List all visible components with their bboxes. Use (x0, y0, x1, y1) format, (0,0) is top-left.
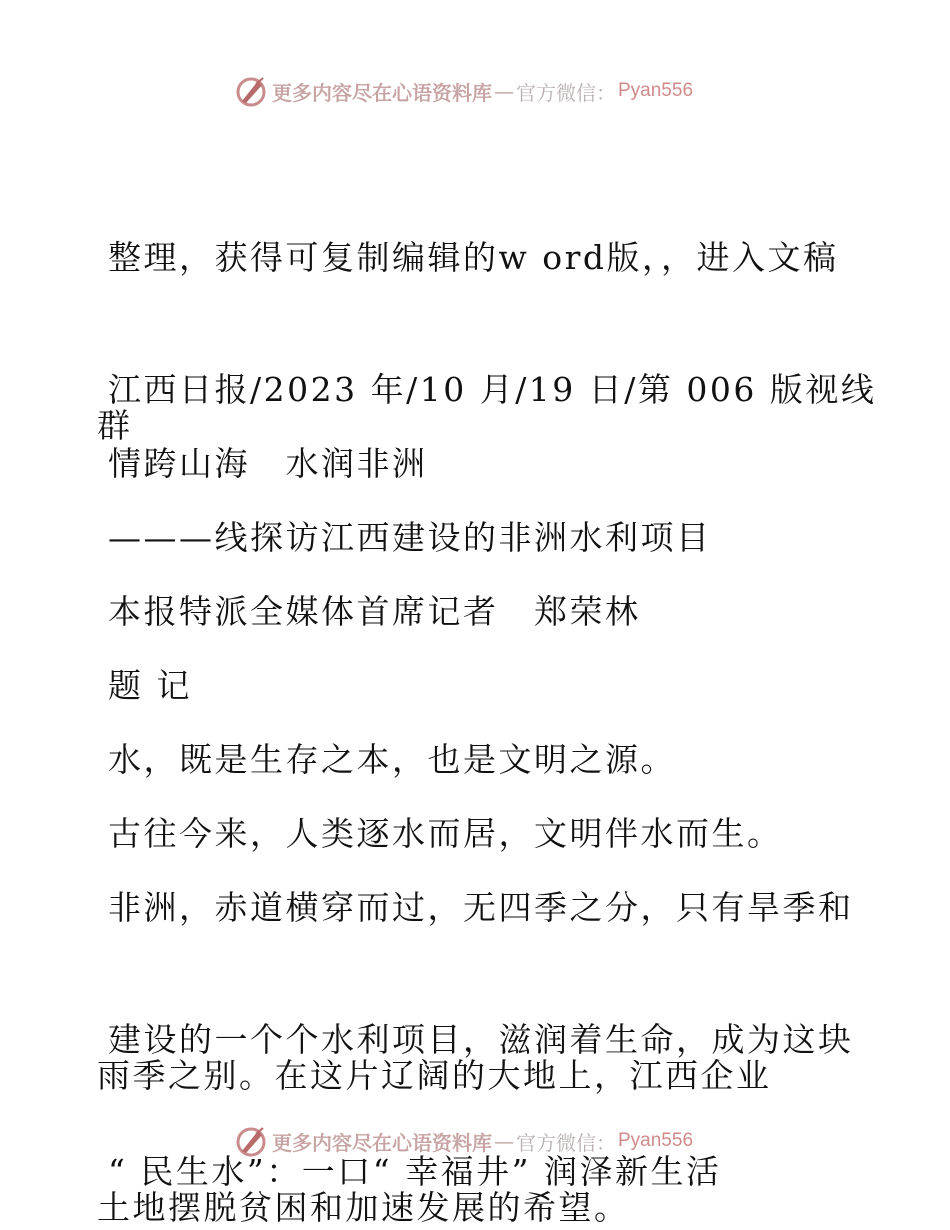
text-line: 题 记 (108, 666, 192, 705)
text-line: ———线探访江西建设的非洲水利项目 (108, 518, 712, 557)
text-line: “ 民生水”：一口“ 幸福井” 润泽新生活 (108, 1152, 722, 1191)
watermark-handle: Pyan556 (618, 1130, 694, 1151)
text-line: 整理，获得可复制编辑的w ord版，，进入文稿 (108, 238, 839, 277)
quill-logo-icon (236, 1125, 268, 1157)
text-line: 江西日报/2023 年/10 月/19 日/第 006 版视线 (108, 370, 877, 409)
watermark-brand: 更多内容尽在心语资料库 (272, 80, 492, 105)
text-line: 建设的一个个水利项目，滋润着生命，成为这块 (108, 1020, 854, 1059)
text-line: 水，既是生存之本，也是文明之源。 (108, 740, 676, 779)
watermark-footer (236, 1124, 693, 1158)
watermark-header (236, 74, 693, 108)
watermark-label: 官方微信： (516, 80, 616, 105)
text-line: 土地摆脱贫困和加速发展的希望。 (97, 1188, 630, 1227)
text-line: 本报特派全媒体首席记者 郑荣林 (108, 592, 641, 631)
text-line: 古往今来，人类逐水而居，文明伴水而生。 (108, 814, 783, 853)
watermark-handle: Pyan556 (618, 80, 694, 101)
watermark-separator: — (494, 79, 514, 103)
text-line: 雨季之别。在这片辽阔的大地上，江西企业 (97, 1056, 772, 1095)
text-line: 非洲，赤道横穿而过，无四季之分，只有旱季和 (108, 888, 854, 927)
text-line: 群 (97, 406, 133, 445)
text-line: 情跨山海 水润非洲 (108, 444, 428, 483)
watermark-separator: — (494, 1129, 514, 1153)
watermark-label: 官方微信： (516, 1130, 616, 1155)
quill-logo-icon (236, 75, 268, 107)
watermark-brand: 更多内容尽在心语资料库 (272, 1130, 492, 1155)
